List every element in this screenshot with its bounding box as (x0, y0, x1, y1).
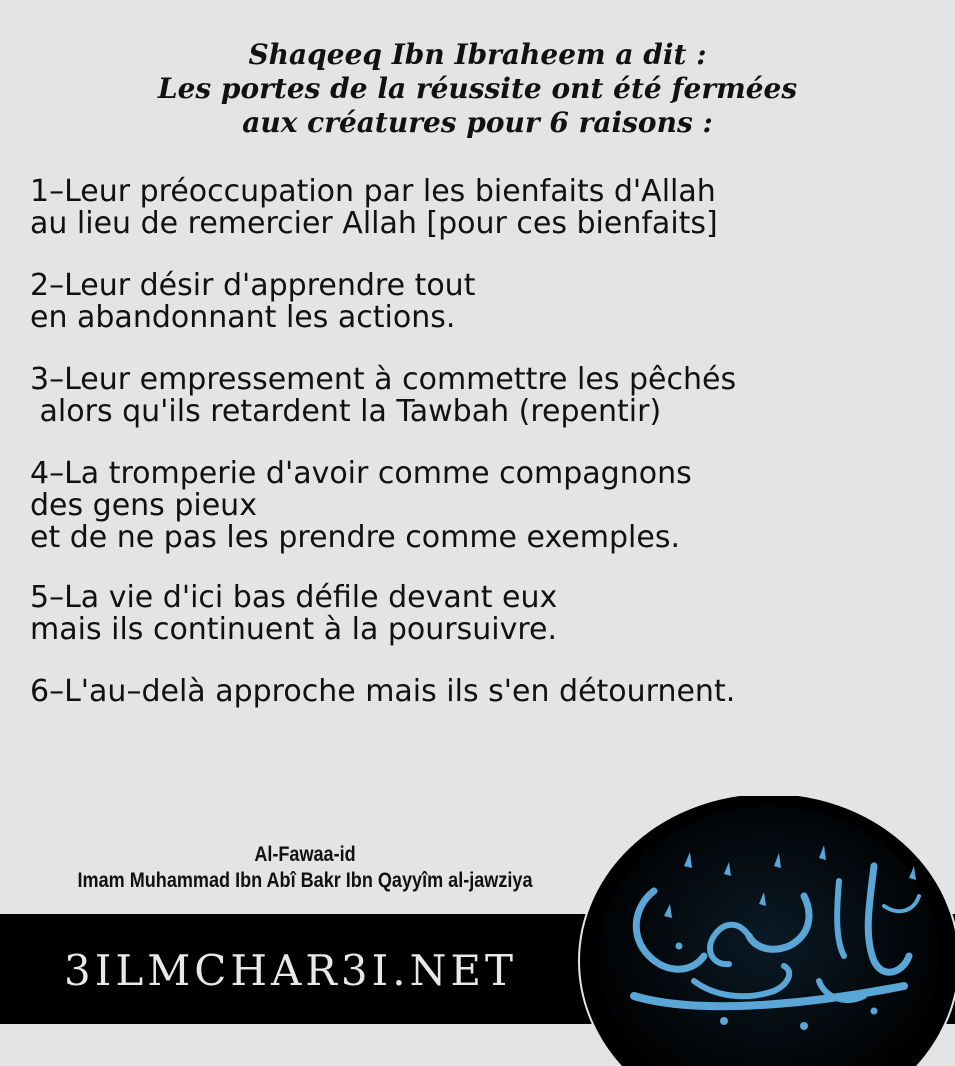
header-line-2: Les portes de la réussite ont été fermées (157, 72, 798, 105)
reason-item-6 (30, 676, 950, 708)
reason-line: en abandonnant les actions. (30, 300, 456, 335)
site-url: 3ILMCHAR3I.NET (64, 946, 518, 995)
reason-line: 3–Leur empressement à commettre les pêchés (30, 362, 737, 397)
source-book: Al-Fawaa-id (254, 843, 356, 866)
reason-line: des gens pieux (30, 488, 257, 523)
reason-item-5 (30, 582, 950, 646)
arabic-calligraphy-logo-icon (574, 796, 955, 1066)
reason-item-4 (30, 458, 950, 554)
reason-line: mais ils continuent à la poursuivre. (30, 612, 558, 647)
reason-item-2 (30, 270, 950, 334)
reason-line: et de ne pas les prendre comme exemples. (30, 520, 680, 555)
reason-line: 4–La tromperie d'avoir comme compagnons (30, 456, 692, 491)
reason-line: 2–Leur désir d'apprendre tout (30, 268, 476, 303)
reason-item-3 (30, 364, 950, 428)
quote-header (0, 38, 955, 140)
reason-line: 5–La vie d'ici bas défile devant eux (30, 580, 558, 615)
source-citation (43, 842, 568, 894)
source-author: Imam Muhammad Ibn Abî Bakr Ibn Qayyîm al-jawziya (77, 869, 533, 892)
header-line-3: aux créatures pour 6 raisons : (242, 106, 713, 139)
reason-item-1 (30, 176, 950, 240)
reason-line: alors qu'ils retardent la Tawbah (repentir) (30, 394, 662, 429)
reason-line: 1–Leur préoccupation par les bienfaits d'Allah (30, 174, 716, 209)
reason-line: au lieu de remercier Allah [pour ces bienfaits] (30, 206, 718, 241)
header-line-1: Shaqeeq Ibn Ibraheem a dit : (248, 38, 707, 71)
reasons-list (30, 176, 950, 738)
reason-line: 6–L'au–delà approche mais ils s'en détournent. (30, 674, 736, 709)
